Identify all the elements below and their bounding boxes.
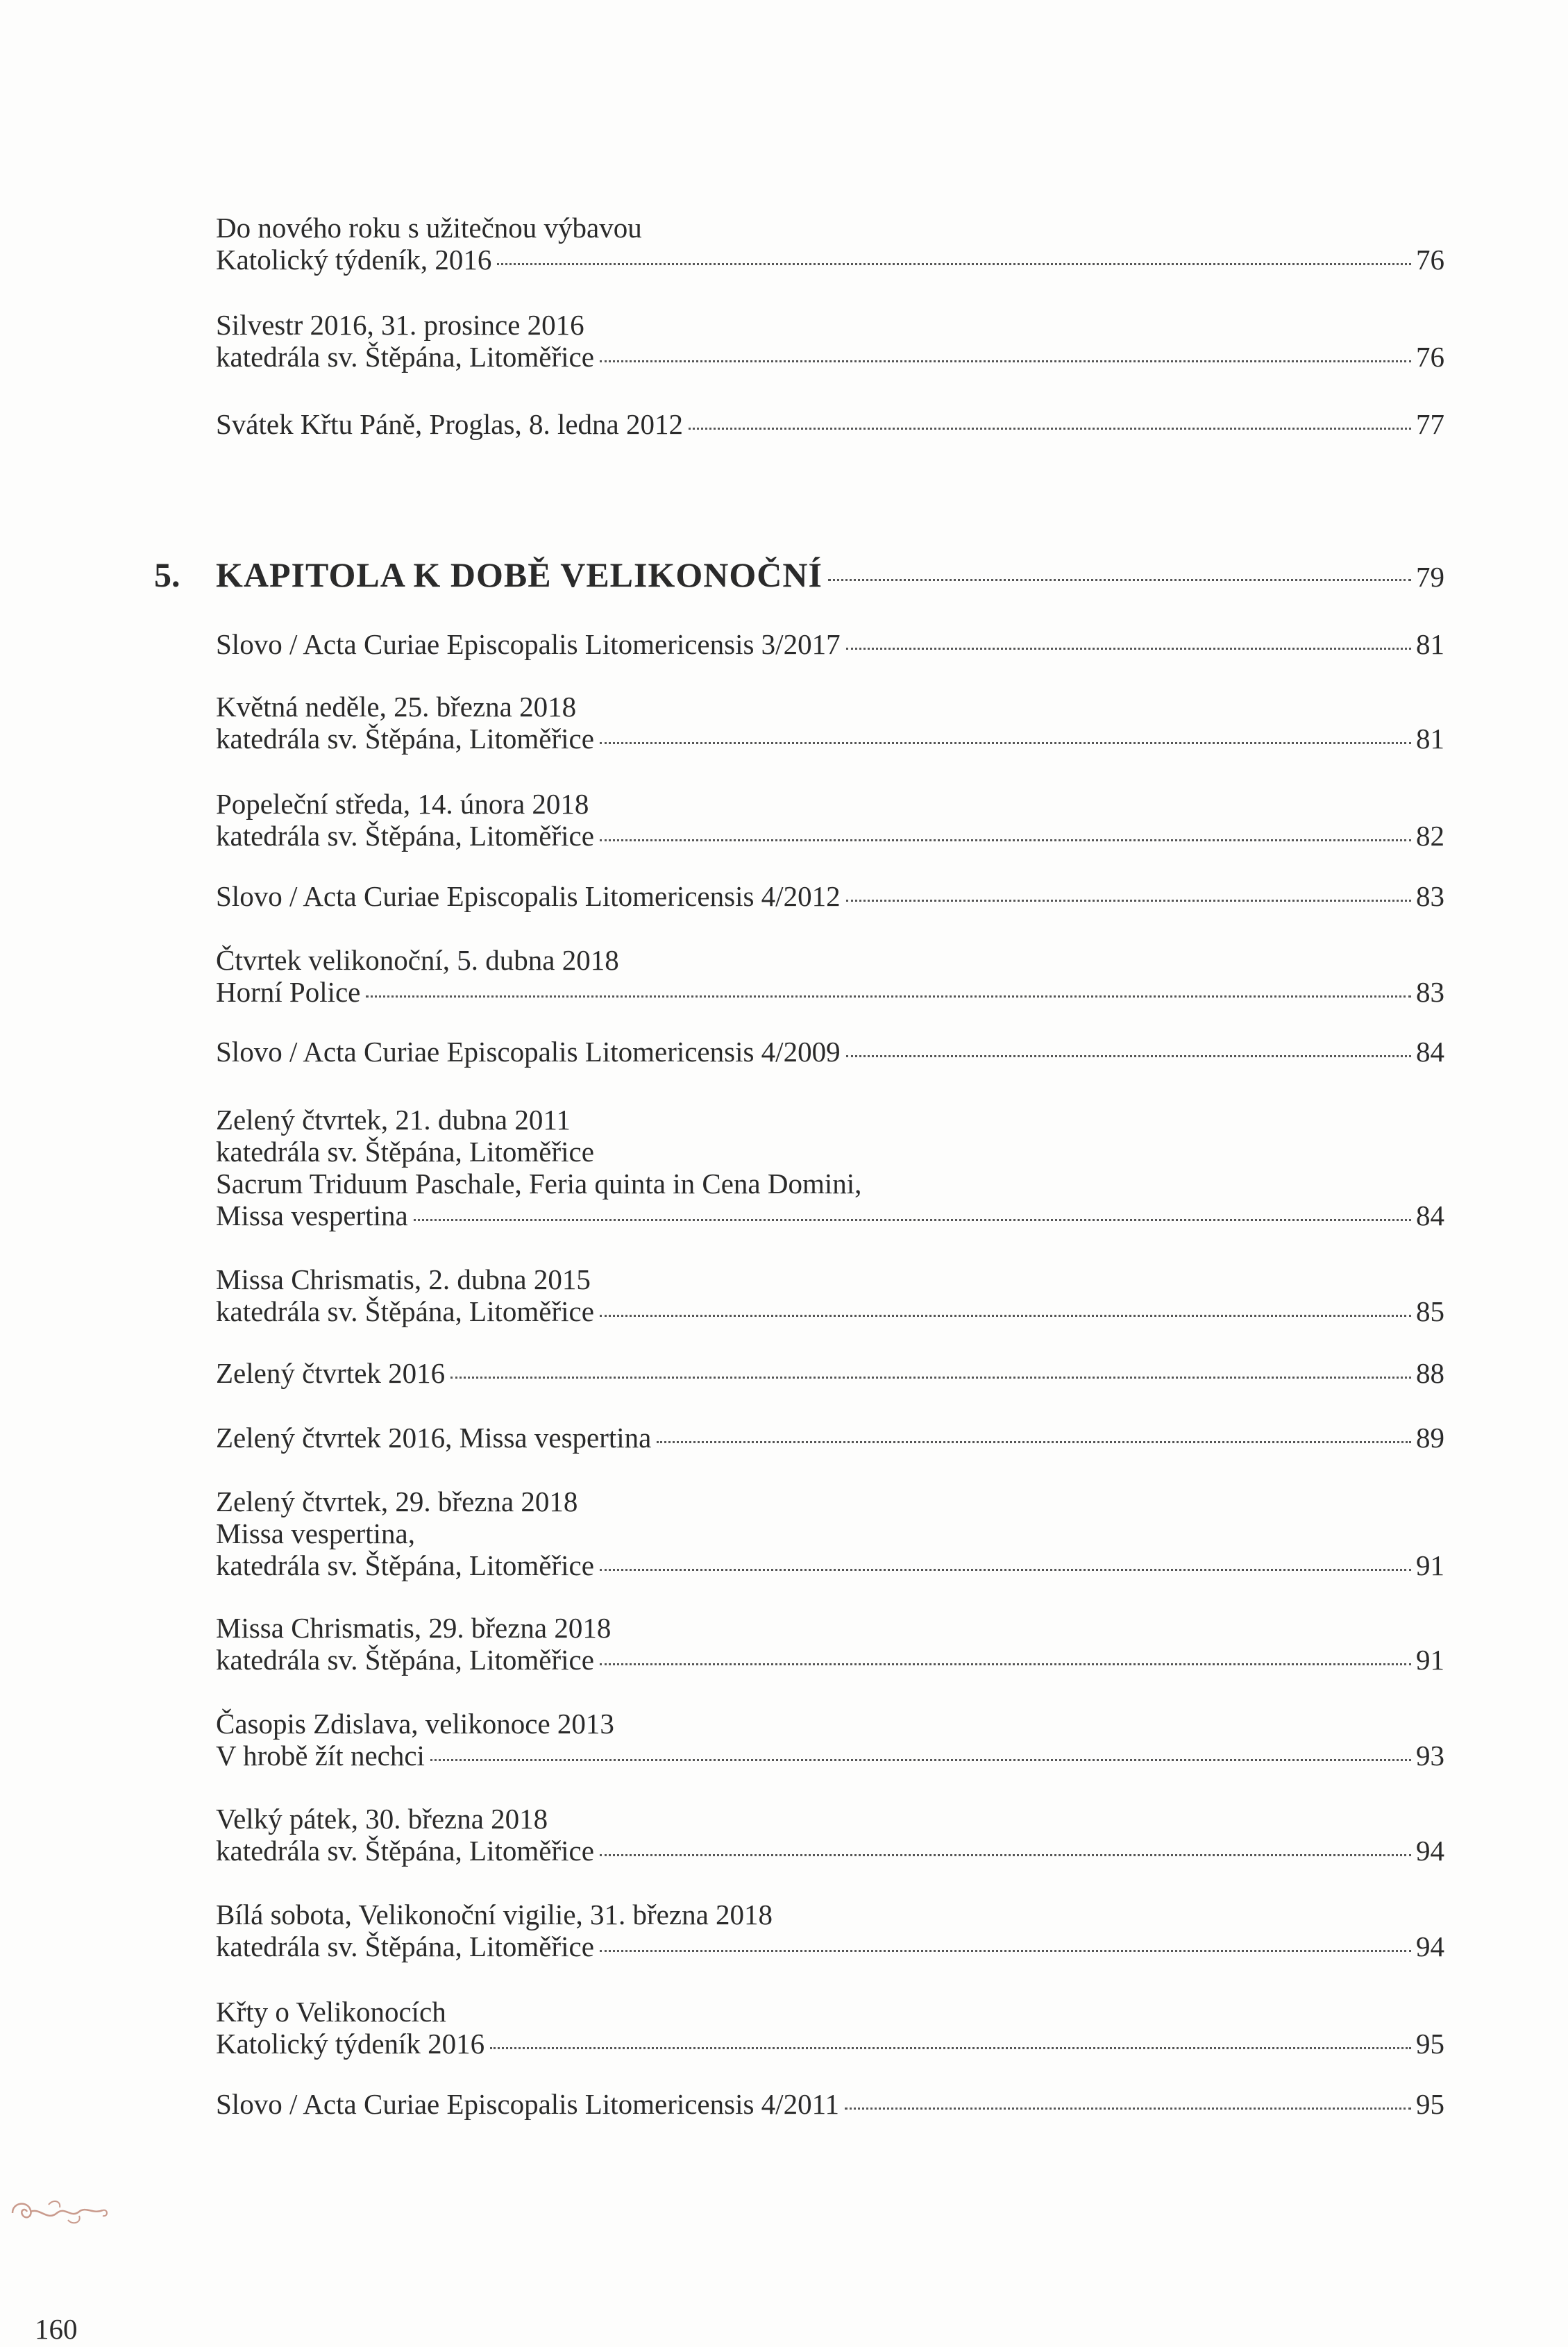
toc-entry-line: Sacrum Triduum Paschale, Feria quinta in Cena Domini, bbox=[216, 1168, 862, 1200]
toc-page-number: 94 bbox=[1416, 1835, 1444, 1867]
toc-entry-line: Missa Chrismatis, 2. dubna 2015 bbox=[216, 1263, 591, 1295]
dot-leader bbox=[846, 648, 1411, 650]
toc-entry-line: Slovo / Acta Curiae Episcopalis Litomericensis 4/2012 bbox=[216, 880, 841, 912]
toc-entry bbox=[216, 1104, 1444, 1231]
toc-entry bbox=[216, 309, 1444, 373]
toc-page-number: 85 bbox=[1416, 1295, 1444, 1327]
toc-page-number: 81 bbox=[1416, 628, 1444, 660]
toc-entry bbox=[216, 1899, 1444, 1962]
toc-entry-line: Silvestr 2016, 31. prosince 2016 bbox=[216, 309, 584, 341]
toc-entry-line: V hrobě žít nechci bbox=[216, 1740, 425, 1772]
toc-entry-line: Missa vespertina bbox=[216, 1200, 408, 1231]
toc-entry-line: Svátek Křtu Páně, Proglas, 8. ledna 2012 bbox=[216, 408, 683, 440]
toc-entry bbox=[216, 944, 1444, 1008]
toc-entry-line: Květná neděle, 25. března 2018 bbox=[216, 691, 577, 723]
toc-page-number: 84 bbox=[1416, 1036, 1444, 1068]
dot-leader bbox=[846, 1055, 1411, 1057]
toc-entry bbox=[216, 788, 1444, 852]
dot-leader bbox=[600, 1854, 1411, 1856]
dot-leader bbox=[828, 579, 1411, 581]
toc-page-number: 76 bbox=[1416, 341, 1444, 373]
toc-entry-line: Missa vespertina, bbox=[216, 1517, 415, 1549]
toc-entry bbox=[216, 1708, 1444, 1772]
toc-entry-line: Slovo / Acta Curiae Episcopalis Litomericensis 4/2011 bbox=[216, 2088, 840, 2120]
toc-entry bbox=[216, 691, 1444, 755]
dot-leader bbox=[657, 1441, 1411, 1443]
toc-entry-line: Slovo / Acta Curiae Episcopalis Litomericensis 4/2009 bbox=[216, 1036, 841, 1068]
toc-entry bbox=[216, 1486, 1444, 1581]
dot-leader bbox=[600, 839, 1411, 841]
dot-leader bbox=[689, 428, 1411, 430]
toc-entry bbox=[216, 1422, 1444, 1454]
toc-entry-line: Křty o Velikonocích bbox=[216, 1996, 446, 2028]
toc-entry-line: Časopis Zdislava, velikonoce 2013 bbox=[216, 1708, 614, 1740]
dot-leader bbox=[600, 360, 1411, 362]
toc-entry-line: Slovo / Acta Curiae Episcopalis Litomericensis 3/2017 bbox=[216, 628, 841, 660]
toc-page-number: 94 bbox=[1416, 1930, 1444, 1962]
toc-entry-line: katedrála sv. Štěpána, Litoměřice bbox=[216, 1136, 594, 1168]
toc-page-number: 91 bbox=[1416, 1644, 1444, 1676]
toc-page-number: 81 bbox=[1416, 723, 1444, 755]
toc-entry-line: Katolický týdeník 2016 bbox=[216, 2028, 485, 2060]
toc-entry bbox=[216, 1612, 1444, 1676]
toc-entry-line: Katolický týdeník, 2016 bbox=[216, 244, 492, 276]
toc-entry bbox=[216, 628, 1444, 660]
dot-leader bbox=[430, 1759, 1411, 1761]
chapter-title: KAPITOLA K DOBĚ VELIKONOČNÍ bbox=[216, 555, 823, 594]
toc-page-number: 91 bbox=[1416, 1549, 1444, 1581]
chapter-heading bbox=[154, 555, 1444, 596]
toc-page-number: 83 bbox=[1416, 976, 1444, 1008]
toc-page-number: 76 bbox=[1416, 244, 1444, 276]
toc-entry-line: Velký pátek, 30. března 2018 bbox=[216, 1803, 548, 1835]
toc-entry-line: katedrála sv. Štěpána, Litoměřice bbox=[216, 820, 594, 852]
toc-entry-line: katedrála sv. Štěpána, Litoměřice bbox=[216, 341, 594, 373]
toc-page-number: 83 bbox=[1416, 880, 1444, 912]
dot-leader bbox=[845, 2108, 1411, 2110]
toc-entry bbox=[216, 1263, 1444, 1327]
toc-page-number: 88 bbox=[1416, 1357, 1444, 1389]
toc-page-number: 77 bbox=[1416, 408, 1444, 440]
toc-entry bbox=[216, 408, 1444, 440]
toc-entry bbox=[216, 1803, 1444, 1867]
toc-entry bbox=[216, 212, 1444, 276]
toc-entry-line: Do nového roku s užitečnou výbavou bbox=[216, 212, 642, 244]
toc-entry-line: katedrála sv. Štěpána, Litoměřice bbox=[216, 1295, 594, 1327]
toc-entry-line: Zelený čtvrtek 2016 bbox=[216, 1357, 446, 1389]
toc-page-number: 79 bbox=[1416, 561, 1444, 593]
dot-leader bbox=[414, 1219, 1411, 1221]
dot-leader bbox=[600, 1569, 1411, 1571]
chapter-number: 5. bbox=[154, 555, 180, 594]
toc-entry-line: katedrála sv. Štěpána, Litoměřice bbox=[216, 1930, 594, 1962]
toc-entry bbox=[216, 1996, 1444, 2060]
toc-page-number: 95 bbox=[1416, 2088, 1444, 2120]
dot-leader bbox=[497, 263, 1411, 265]
dot-leader bbox=[366, 995, 1411, 998]
toc-page-number: 84 bbox=[1416, 1200, 1444, 1231]
scroll-flourish-icon bbox=[7, 2194, 111, 2228]
toc-entry-line: Bílá sobota, Velikonoční vigilie, 31. března 2018 bbox=[216, 1899, 773, 1930]
page-number: 160 bbox=[35, 2313, 78, 2345]
dot-leader bbox=[490, 2047, 1411, 2049]
toc-page-number: 89 bbox=[1416, 1422, 1444, 1454]
toc-entry-line: katedrála sv. Štěpána, Litoměřice bbox=[216, 1644, 594, 1676]
dot-leader bbox=[600, 1950, 1411, 1952]
toc-entry-line: Popeleční středa, 14. února 2018 bbox=[216, 788, 589, 820]
toc-entry-line: Čtvrtek velikonoční, 5. dubna 2018 bbox=[216, 944, 619, 976]
toc-entry-line: Zelený čtvrtek 2016, Missa vespertina bbox=[216, 1422, 652, 1454]
toc-entry-line: katedrála sv. Štěpána, Litoměřice bbox=[216, 723, 594, 755]
toc-page-number: 82 bbox=[1416, 820, 1444, 852]
toc-entry-line: Zelený čtvrtek, 29. března 2018 bbox=[216, 1486, 578, 1517]
dot-leader bbox=[600, 1663, 1411, 1665]
toc-entry bbox=[216, 1357, 1444, 1389]
toc-entry bbox=[216, 1036, 1444, 1068]
dot-leader bbox=[450, 1377, 1411, 1379]
dot-leader bbox=[846, 900, 1411, 902]
toc-entry bbox=[216, 2088, 1444, 2120]
toc-page-number: 93 bbox=[1416, 1740, 1444, 1772]
toc-entry-line: katedrála sv. Štěpána, Litoměřice bbox=[216, 1835, 594, 1867]
toc-entry-line: Horní Police bbox=[216, 976, 361, 1008]
toc-page-number: 95 bbox=[1416, 2028, 1444, 2060]
toc-entry-line: Missa Chrismatis, 29. března 2018 bbox=[216, 1612, 612, 1644]
toc-entry bbox=[216, 880, 1444, 912]
dot-leader bbox=[600, 742, 1411, 744]
toc-entry-line: katedrála sv. Štěpána, Litoměřice bbox=[216, 1549, 594, 1581]
dot-leader bbox=[600, 1315, 1411, 1317]
toc-entry-line: Zelený čtvrtek, 21. dubna 2011 bbox=[216, 1104, 571, 1136]
